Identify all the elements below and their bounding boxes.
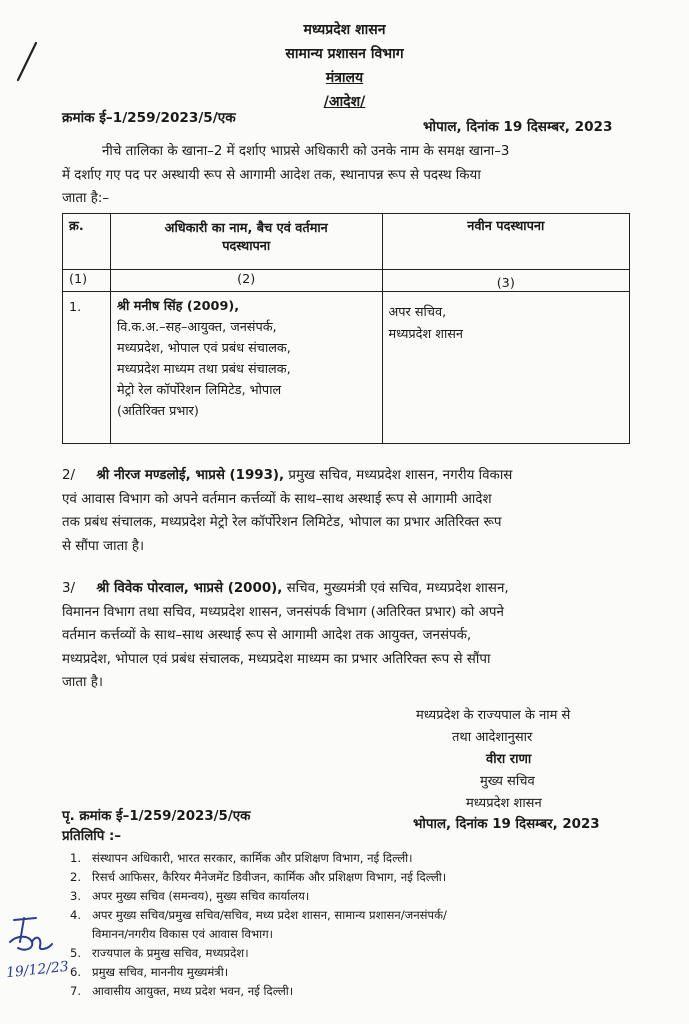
- intro-line: जाता है:–: [62, 191, 110, 206]
- cc-list: [70, 849, 447, 1001]
- intro-paragraph: [62, 140, 640, 211]
- header-sno: क्र.: [63, 214, 111, 270]
- copy-label: प्रतिलिपि :–: [62, 829, 122, 844]
- list-item: 3. अपर मुख्य सचिव (समन्वय), मुख्य सचिव कार्यालय।: [70, 889, 310, 903]
- signatory-designation: मुख्य सचिव: [480, 774, 535, 789]
- signature-line-1: मध्यप्रदेश के राज्यपाल के नाम से: [416, 708, 571, 723]
- table-header-row: [63, 214, 630, 270]
- list-item: 1. संस्थापन अधिकारी, भारत सरकार, कार्मिक और प्रशिक्षण विभाग, नई दिल्ली।: [70, 851, 413, 865]
- intro-line: में दर्शाए गए पद पर अस्थायी रूप से आगामी आदेश तक, स्थानापन्न रूप से पदस्थ किया: [62, 167, 481, 183]
- office-title: मंत्रालय: [325, 70, 364, 86]
- para3-first-line: सचिव, मुख्यमंत्री एवं सचिव, मध्यप्रदेश शासन,: [282, 581, 509, 596]
- list-item: 4. अपर मुख्य सचिव/प्रमुख सचिव/सचिव, मध्य प्रदेश शासन, सामान्य प्रशासन/जनसंपर्क/: [70, 908, 447, 922]
- handwritten-date: 19/12/23: [5, 958, 70, 982]
- handwritten-initials: [6, 912, 56, 962]
- para2-first-line: प्रमुख सचिव, मध्यप्रदेश शासन, नगरीय विकास: [284, 468, 513, 483]
- colnum-3: (3): [382, 270, 629, 292]
- posting-table: [62, 213, 630, 444]
- para3-line: मध्यप्रदेश, भोपाल एवं प्रबंध संचालक, मध्यप्रदेश माध्यम का प्रभार अतिरिक्त रूप से सौंपा: [62, 651, 491, 667]
- paragraph-2: [62, 464, 640, 558]
- para3-officer-name: श्री विवेक पोरवाल, भाप्रसे (2000),: [96, 581, 283, 596]
- para2-line: से सौंपा जाता है।: [62, 538, 145, 554]
- header-new-posting: नवीन पदस्थापना: [382, 214, 629, 270]
- new-posting-line: मध्यप्रदेश शासन: [388, 327, 464, 342]
- new-posting-line: अपर सचिव,: [388, 305, 447, 320]
- colnum-1: (1): [63, 270, 111, 292]
- signature-line-2: तथा आदेशानुसार: [452, 730, 533, 745]
- signatory-name: वीरा राणा: [486, 752, 532, 767]
- list-item: 5. राज्यपाल के प्रमुख सचिव, मध्यप्रदेश।: [70, 946, 249, 960]
- officer-current-line: मध्यप्रदेश माध्यम तथा प्रबंध संचालक,: [116, 362, 291, 377]
- para3-line: वर्तमान कर्त्तव्यों के साथ–साथ अस्थाई रूप से आगामी आदेश तक आयुक्त, जनसंपर्क,: [62, 628, 472, 643]
- department-title: सामान्य प्रशासन विभाग: [285, 46, 404, 62]
- officer-current-line: (अतिरिक्त प्रभार): [116, 404, 199, 419]
- row-sno: 1.: [63, 292, 111, 444]
- para3-line: जाता है।: [62, 675, 103, 690]
- intro-line: नीचे तालिका के खाना–2 में दर्शाए भाप्रसे अधिकारी को उनके नाम के समक्ष खाना–3: [102, 144, 510, 159]
- list-item: 7. आवासीय आयुक्त, मध्य प्रदेश भवन, नई दिल्ली।: [70, 984, 294, 998]
- row-officer: [110, 292, 382, 444]
- para2-number: 2/: [62, 468, 76, 483]
- paragraph-3: [62, 577, 640, 695]
- para3-line: विमानन विभाग तथा सचिव, मध्यप्रदेश शासन, जनसंपर्क विभाग (अतिरिक्त प्रभार) को अपने: [62, 604, 504, 620]
- endorsement-date: भोपाल, दिनांक 19 दिसम्बर, 2023: [413, 817, 600, 832]
- table-colnum-row: [63, 270, 630, 292]
- para2-line: तक प्रबंध संचालक, मध्यप्रदेश मेट्रो रेल कॉर्पोरेशन लिमिटेड, भोपाल का प्रभार अतिरिक्त रूप: [62, 515, 502, 530]
- colnum-2: (2): [110, 270, 382, 292]
- officer-current-line: वि.क.अ.–सह–आयुक्त, जनसंपर्क,: [116, 320, 277, 335]
- table-row: [63, 292, 630, 444]
- officer-name: श्री मनीष सिंह (2009),: [116, 299, 240, 314]
- officer-current-line: मेट्रो रेल कॉर्पोरेशन लिमिटेड, भोपाल: [116, 383, 282, 398]
- list-item: 6. प्रमुख सचिव, माननीय मुख्यमंत्री।: [70, 965, 229, 979]
- row-new-posting: [382, 292, 629, 444]
- para2-officer-name: श्री नीरज मण्डलोई, भाप्रसे (1993),: [96, 468, 285, 483]
- endorsement-number: पृ. क्रमांक ई–1/259/2023/5/एक: [62, 809, 251, 824]
- para3-number: 3/: [62, 581, 76, 596]
- list-item-continuation: विमानन/नगरीय विकास एवं आवास विभाग।: [92, 927, 274, 941]
- list-item: 2. रिसर्च आफिसर, कैरियर मैनेजमेंट डिवीजन, कार्मिक और प्रशिक्षण विभाग, नई दिल्ली।: [70, 870, 447, 884]
- order-date: भोपाल, दिनांक 19 दिसम्बर, 2023: [423, 119, 613, 135]
- header-officer: अधिकारी का नाम, बैच एवं वर्तमान पदस्थापना: [110, 214, 382, 270]
- doc-type: /आदेश/: [323, 94, 366, 110]
- para2-line: एवं आवास विभाग को अपने वर्तमान कर्त्तव्यों के साथ–साथ अस्थाई रूप से आगामी आदेश: [62, 491, 492, 507]
- signatory-org: मध्यप्रदेश शासन: [466, 796, 542, 811]
- govt-title: मध्यप्रदेश शासन: [303, 22, 386, 38]
- officer-current-line: मध्यप्रदेश, भोपाल एवं प्रबंध संचालक,: [116, 341, 291, 356]
- order-number: क्रमांक ई–1/259/2023/5/एक: [62, 110, 236, 126]
